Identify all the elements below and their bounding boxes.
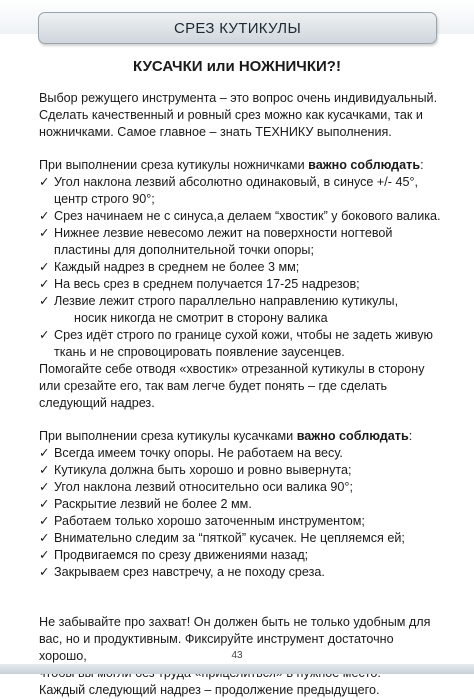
scissors-lead: При выполнении среза кутикулы ножничками важно соблюдать:: [39, 158, 424, 172]
list-item: ✓ Всегда имеем точку опоры. Не работаем на весу.: [39, 446, 343, 460]
check-icon: ✓: [39, 531, 50, 545]
scissors-after-line: следующий надрез.: [39, 396, 155, 410]
list-item: ✓ Внимательно следим за “пяткой” кусачек. Не цепляемся ей;: [39, 531, 405, 545]
scissors-after-line: Помогайте себе отводя «хвостик» отрезанной кутикулы в сторону: [39, 362, 425, 376]
list-item: ✓ Кутикула должна быть хорошо и ровно вывернута;: [39, 463, 352, 477]
scissors-checklist: [39, 174, 444, 361]
check-icon: ✓: [39, 294, 50, 308]
check-icon: ✓: [39, 446, 50, 460]
list-item: ✓ Лезвие лежит строго параллельно направлению кутикулы, носик никогда не смотрит в сторону валика: [39, 294, 399, 325]
nippers-section: [39, 428, 444, 581]
list-item: ✓ Срез идёт строго по границе сухой кожи, чтобы не задеть живую ткань и не спровоцировать появление заусенцев.: [39, 328, 433, 359]
check-icon: ✓: [39, 226, 50, 240]
check-icon: ✓: [39, 565, 50, 579]
check-icon: ✓: [39, 497, 50, 511]
check-icon: ✓: [39, 175, 50, 189]
list-item: ✓ Раскрытие лезвий не более 2 мм.: [39, 497, 252, 511]
section-header: [38, 12, 437, 44]
list-item: ✓ Срез начинаем не с синуса,а делаем “хвостик” у бокового валика.: [39, 209, 441, 223]
scissors-after-line: или срезайте его, так вам легче будет понять – где сделать: [39, 379, 388, 393]
page-title: КУСАЧКИ или НОЖНИЧКИ?!: [133, 58, 341, 75]
bottom-band: [0, 664, 474, 674]
page-number: 43: [231, 650, 243, 661]
intro-line: ножничками. Самое главное – знать ТЕХНИКУ выполнения.: [39, 125, 392, 139]
check-icon: ✓: [39, 260, 50, 274]
scissors-lead-bold: важно соблюдать: [308, 158, 421, 172]
check-icon: ✓: [39, 277, 50, 291]
list-item: ✓ Угол наклона лезвий абсолютно одинаковый, в синусе +/- 45°, центр строго 90°;: [39, 175, 419, 206]
scissors-section: [39, 157, 444, 412]
check-icon: ✓: [39, 480, 50, 494]
intro-line: Выбор режущего инструмента – это вопрос очень индивидуальный.: [39, 91, 438, 105]
list-item: ✓ Закрываем срез навстречу, а не походу среза.: [39, 565, 325, 579]
list-item: ✓ На весь срез в среднем получается 17-25 надрезов;: [39, 277, 360, 291]
check-icon: ✓: [39, 209, 50, 223]
list-item: ✓ Нижнее лезвие невесомо лежит на поверхности ногтевой пластины для дополнительной точки опоры;: [39, 226, 393, 257]
intro-paragraph: [39, 90, 444, 141]
check-icon: ✓: [39, 514, 50, 528]
nippers-checklist: [39, 445, 444, 581]
list-item: ✓ Работаем только хорошо заточенным инструментом;: [39, 514, 365, 528]
list-item: ✓ Каждый надрез в среднем не более 3 мм;: [39, 260, 300, 274]
nippers-lead-bold: важно соблюдать: [296, 429, 409, 443]
intro-line: Сделать качественный и ровный срез можно как кусачками, так и: [39, 108, 423, 122]
check-icon: ✓: [39, 463, 50, 477]
section-header-label: СРЕЗ КУТИКУЛЫ: [173, 19, 302, 37]
list-item: ✓ Угол наклона лезвий относительно оси валика 90°;: [39, 480, 353, 494]
closing-line: вас, но и продуктивным. Фиксируйте инструмент достаточно хорошо,: [39, 632, 394, 663]
nippers-lead: При выполнении среза кутикулы кусачками важно соблюдать:: [39, 429, 413, 443]
page-content: [39, 90, 444, 699]
closing-line: Каждый следующий надрез – продолжение предыдущего.: [39, 683, 380, 697]
check-icon: ✓: [39, 328, 50, 342]
closing-line: Не забывайте про захват! Он должен быть не только удобным для: [39, 615, 431, 629]
list-item: ✓ Продвигаемся по срезу движениями назад;: [39, 548, 309, 562]
check-icon: ✓: [39, 548, 50, 562]
